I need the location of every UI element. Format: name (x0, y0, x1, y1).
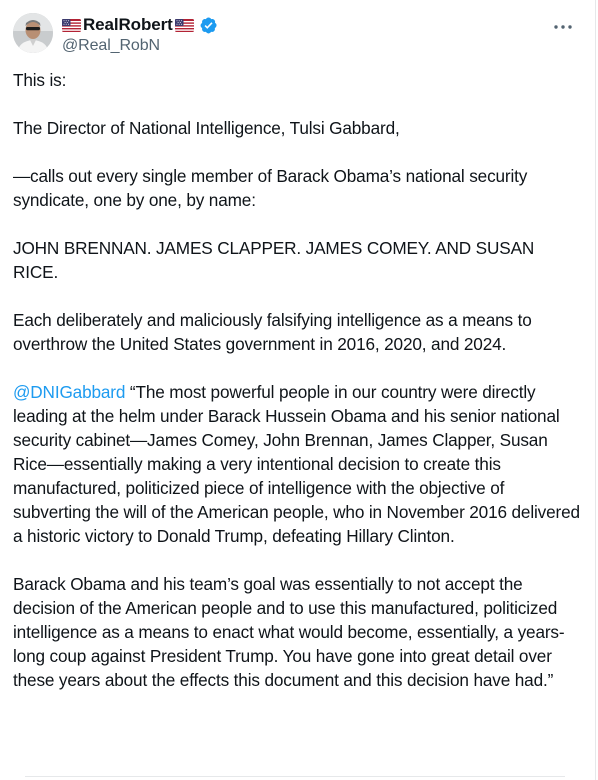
post-paragraph: JOHN BRENNAN. JAMES CLAPPER. JAMES COMEY. AND SUSAN RICE. (13, 238, 535, 282)
post-paragraph: Each deliberately and maliciously falsifying intelligence as a means to overthrow the United States government in 2016, 2020, and 2024. (13, 310, 532, 354)
author-display-name[interactable]: RealRobert (83, 15, 173, 34)
more-options-button[interactable] (551, 17, 575, 37)
divider (25, 776, 565, 777)
post-paragraph: Barack Obama and his team’s goal was essentially to not accept the decision of the American people and to use this manufactured, politicized intelligence as a means to enact what would become, essentially, a years-long coup against President Trump. You have gone into great detail over these years about the effects this document and this decision have had.” (13, 574, 565, 690)
post-paragraph-text: “The most powerful people in our country were directly leading at the helm under Barack Hussein Obama and his senior national security cabinet—James Comey, John Brennan, James Clapper, Susan Rice—essentially making a very intentional decision to create this manufactured, politicized piece of intelligence with the objective of subverting the will of the American people, who in November 2016 delivered a historic victory to Donald Trump, defeating Hillary Clinton. (13, 382, 580, 546)
avatar[interactable] (13, 13, 53, 53)
post-paragraph (13, 380, 583, 548)
us-flag-icon (62, 19, 81, 32)
post-paragraph: —calls out every single member of Barack Obama’s national security syndicate, one by one, by name: (13, 166, 528, 210)
more-horizontal-icon (553, 24, 573, 30)
post-paragraph: The Director of National Intelligence, Tulsi Gabbard, (13, 118, 400, 138)
us-flag-icon (175, 19, 194, 32)
post-text (13, 68, 583, 716)
mention-link[interactable]: @DNIGabbard (13, 382, 126, 402)
verified-badge-icon[interactable] (199, 16, 218, 35)
author-name-row[interactable] (62, 14, 218, 36)
post-paragraph: This is: (13, 70, 67, 90)
avatar-image (13, 13, 53, 53)
post-header (13, 13, 585, 57)
author-identity (62, 14, 218, 55)
author-handle[interactable]: @Real_RobN (62, 37, 160, 54)
